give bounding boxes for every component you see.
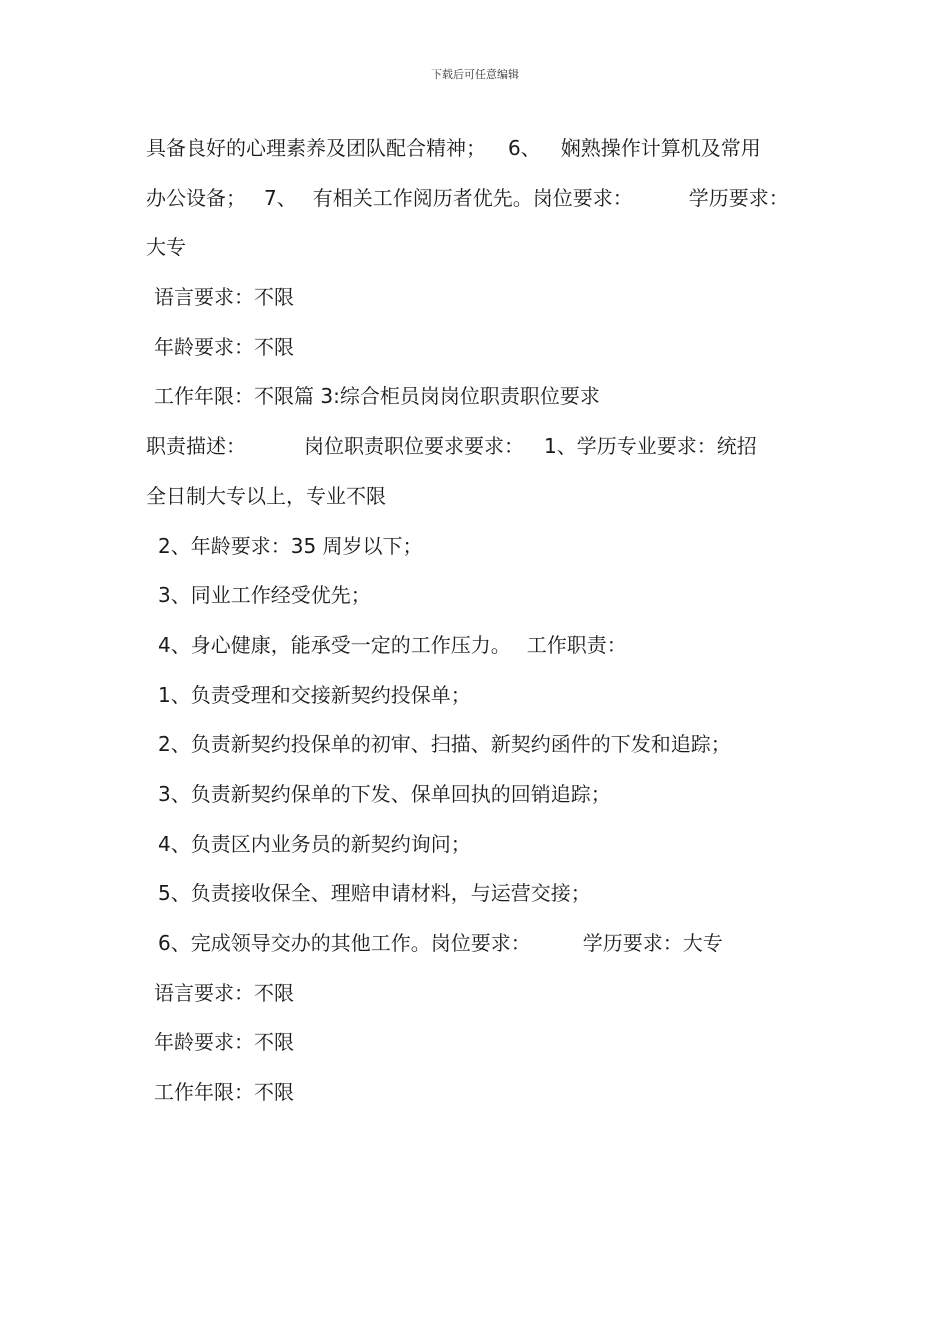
- text-line: [146, 327, 826, 377]
- text-line: [146, 675, 826, 725]
- text-segment: 1、学历专业要求：统招: [544, 434, 757, 459]
- text-segment: 工作年限：不限: [154, 1080, 294, 1105]
- text-line: [146, 277, 826, 327]
- text-segment: 年龄要求：不限: [154, 334, 294, 359]
- text-segment: 具备良好的心理素养及团队配合精神；: [146, 136, 486, 160]
- text-segment: 2、年龄要求：35 周岁以下；: [158, 533, 423, 558]
- text-line: [146, 178, 826, 228]
- text-line: [146, 128, 826, 178]
- text-line: [146, 973, 826, 1023]
- text-segment: 全日制大专以上，专业不限: [146, 483, 386, 508]
- text-segment: 岗位职责职位要求要求：: [304, 434, 524, 459]
- text-segment: 工作职责：: [526, 632, 627, 657]
- text-line: [146, 824, 826, 874]
- text-line: [146, 376, 826, 426]
- text-segment: 办公设备；: [146, 185, 246, 210]
- text-line: [146, 724, 826, 774]
- text-line: [146, 774, 826, 824]
- text-segment: 语言要求：不限: [154, 285, 294, 310]
- text-line: [146, 1022, 826, 1072]
- text-segment: 娴熟操作计算机及常用: [560, 136, 761, 160]
- text-line: [146, 227, 826, 277]
- text-segment: 3、同业工作经受优先；: [158, 583, 371, 608]
- text-line: [146, 476, 826, 526]
- text-segment: 大专: [146, 235, 186, 260]
- text-segment: 6、: [508, 136, 541, 160]
- text-segment: 有相关工作阅历者优先。岗位要求：: [312, 185, 633, 210]
- text-line: [146, 575, 826, 625]
- text-segment: 学历要求：大专: [582, 931, 723, 955]
- text-segment: 4、身心健康，能承受一定的工作压力。: [158, 632, 511, 657]
- text-line: [146, 426, 826, 476]
- text-segment: 1、负责受理和交接新契约投保单；: [158, 682, 471, 707]
- text-segment: 工作年限：不限篇 3:综合柜员岗岗位职责职位要求: [154, 384, 600, 409]
- text-line: [146, 526, 826, 576]
- text-line: [146, 873, 826, 923]
- text-segment: 2、负责新契约投保单的初审、扫描、新契约函件的下发和追踪；: [158, 732, 731, 757]
- text-line: [146, 923, 826, 973]
- page-header: 下载后可任意编辑: [431, 68, 519, 81]
- document-body: [146, 128, 826, 1122]
- text-segment: 职责描述：: [146, 434, 246, 459]
- text-segment: 语言要求：不限: [154, 980, 294, 1005]
- text-segment: 4、负责区内业务员的新契约询问；: [158, 831, 471, 856]
- text-line: [146, 625, 826, 675]
- text-line: [146, 1072, 826, 1122]
- text-segment: 7、: [264, 185, 297, 210]
- text-segment: 年龄要求：不限: [154, 1030, 294, 1055]
- text-segment: 3、负责新契约保单的下发、保单回执的回销追踪；: [158, 781, 611, 806]
- text-segment: 5、负责接收保全、理赔申请材料，与运营交接；: [158, 881, 591, 906]
- text-segment: 学历要求：: [688, 185, 789, 210]
- text-segment: 6、完成领导交办的其他工作。岗位要求：: [158, 931, 531, 955]
